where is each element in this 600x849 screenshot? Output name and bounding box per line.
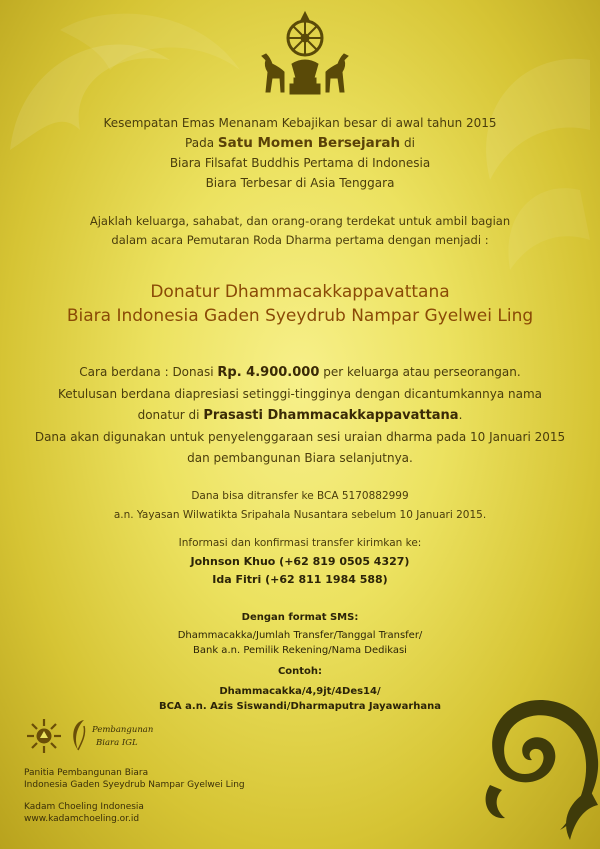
sms-heading: Dengan format SMS: [241,612,359,623]
footer-line-2: Indonesia Gaden Syeydrub Nampar Gyelwei Ling [24,780,245,790]
pembangunan-logo-icon [68,718,90,752]
details-line-3-prefix: donatur di [137,408,200,422]
donation-amount: Rp. 4.900.000 [217,365,320,380]
contact-person-2: Ida Fitri (+62 811 1984 588) [212,573,388,586]
intro-line-2-prefix: Pada [185,136,215,150]
details-line-2: Ketulusan berdana diapresiasi setinggi-tingginya dengan dicantumkannya nama [57,387,543,401]
transfer-line-1: Dana bisa ditransfer ke BCA 5170882999 [191,490,409,502]
intro-highlight: Satu Momen Bersejarah [217,135,401,151]
background-swirl-left [0,0,250,200]
details-donation-prefix: Cara berdana : Donasi [79,365,214,379]
sms-format-line-2: Bank a.n. Pemilik Rekening/Nama Dedikasi [193,645,407,656]
details-line-5: dan pembangunan Biara selanjutnya. [187,451,413,465]
sms-format-line-1: Dhammacakka/Jumlah Transfer/Tanggal Transfer/ [177,630,423,641]
intro-line-3: Biara Filsafat Buddhis Pertama di Indonesia [169,156,431,170]
logo-text-line-1: Pembangunan [92,725,154,735]
invite-line-1: Ajaklah keluarga, sahabat, dan orang-orang terdekat untuk ambil bagian [89,214,511,228]
sms-example-line-2: BCA a.n. Azis Siswandi/Dharmaputra Jayawarhana [158,701,442,712]
logo-text-line-2: Biara IGL [96,738,138,748]
ornament-swirl-icon [470,690,600,849]
intro-line-1: Kesempatan Emas Menanam Kebajikan besar di awal tahun 2015 [103,116,497,130]
donatur-title-line-2: Biara Indonesia Gaden Syeydrub Nampar Gyelwei Ling [66,306,534,326]
details-line-4: Dana akan digunakan untuk penyelenggaraan sesi uraian dharma pada 10 Januari 2015 [34,430,566,444]
background-swirl-right [380,40,600,300]
footer-line-1: Panitia Pembangunan Biara [24,768,149,778]
intro-line-4: Biara Terbesar di Asia Tenggara [205,176,395,190]
prasasti-name: Prasasti Dhammacakkappavattana [203,408,459,423]
intro-line-2 [0,135,600,151]
sms-example-heading: Contoh: [277,666,323,677]
intro-line-2-suffix: di [403,136,415,150]
donatur-title-line-1: Donatur Dhammacakkappavattana [150,282,450,302]
details-donation-suffix: per keluarga atau perseorangan. [323,365,521,379]
details-line-1 [0,365,600,380]
sms-example-line-1: Dhammacakka/4,9jt/4Des14/ [219,686,381,697]
footer-line-3: Kadam Choeling Indonesia [24,802,144,812]
transfer-line-2: a.n. Yayasan Wilwatikta Sripahala Nusantara sebelum 10 Januari 2015. [113,509,487,521]
kadam-sun-logo-icon [26,718,62,754]
details-line-3 [0,408,600,423]
details-line-3-suffix: . [458,408,463,422]
contact-person-1: Johnson Khuo (+62 819 0505 4327) [190,555,410,568]
dharma-wheel-emblem-icon [250,8,360,108]
invite-line-2: dalam acara Pemutaran Roda Dharma pertama dengan menjadi : [111,233,489,247]
footer-website-link[interactable]: www.kadamchoeling.or.id [24,814,140,824]
contact-heading: Informasi dan konfirmasi transfer kirimkan ke: [178,537,422,549]
